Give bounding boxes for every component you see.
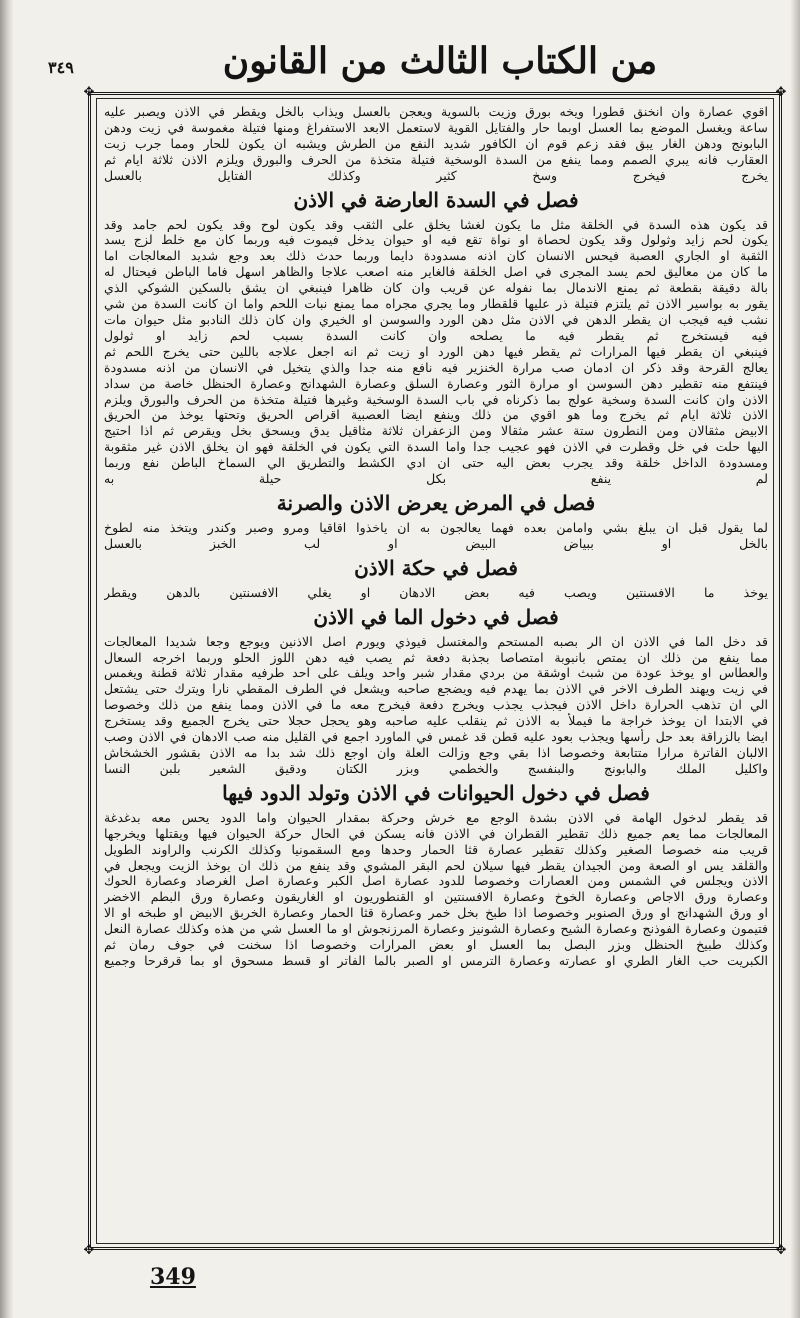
text-line: الاذن ويجلس في الشمس ومن العصارات وخصوصا للدود عصارة اصل الكبر وعصارة اصل الغرصاد وعصارة الحوك [104,873,768,889]
text-line: الاذن وان كانت السدة وسخية عولج بما ذكرناه في باب السدة الوسخية وغيرها فتيلة متخذة من الحرف والبورق ويلزم [104,391,768,407]
top-page-number: ٣٤٩ [48,58,74,77]
text-line: يكون لحم زايد وثولول وقد يكون لحصاة او نواة تقع فيه او حيوان يدخل فيموت فيه وربما كان مع خلط لزج يسد [104,232,768,248]
page-edge-shadow [0,0,14,1318]
text-line: ومسدودة الداخل خلقة وقد يجرب بعض اليه حتى ان ادي الكشط والتطريق الي السماخ الباطن نفع وربما [104,455,768,471]
text-section [104,780,768,969]
text-line: يعالج القرحة وقد ذكر ان ادمان صب مرارة الخنزير فيه نافع منه جدا والذي يتخيل في الانسان من اذنه مسدودة [104,359,768,375]
text-line: ايضا بالزراقة بعد حل رأسها ويجذب بعود عليه قطن قد غمس في الماورد اجمع في القليل منه صب الادهان في الاذن وصب [104,729,768,745]
text-line: فتيمون وعصارة الفوذنج وعصارة الشيح وعصارة الشونيز وعصارة المرزنجوش او ما العسل شي من هذه وكذلك عصارة النعل [104,921,768,937]
text-line: الاذن ثلاثة ايام ثم يخرج وما هو اقوي من ذلك وينفع ايضا العصبية اقراص الحريق وتحتها يوخذ من الحريق [104,407,768,423]
corner-ornament-icon: ✥ [775,1243,787,1258]
corner-ornament-icon: ✥ [83,1243,95,1258]
text-line: قريب منه خصوصا الصغير وكذلك تقطير عصارة قثا الحمار وحدها ومع السقمونيا وكذلك الكرنب والراوند الطويل [104,841,768,857]
text-line: او ورق الشهدانج او ورق الصنوبر وخصوصا اذا طبخ بخل خمر وعصارة قثا الحمار وعصارة الخربق الابيض او طبخه او الا [104,905,768,921]
text-section [104,490,768,552]
text-section [104,604,768,777]
running-title: من الكتاب الثالث من القانون [222,40,658,82]
text-line: الابيض مثقالان ومن النطرون ستة عشر مثقالا ومن الزعفران ثلاثة مثاقيل يدق ويسحق بخل ويقرص ثم اذا احتيج [104,423,768,439]
text-line: ما كان من معاليق لحم يسد المجرى في اصل الخلقة فالغاير منه اصعب علاجا والظاهر اسهل فاما الباطن فيحتال له [104,264,768,280]
text-line: الالبان الفاترة مرارا متتابعة وخصوصا اذا بقي وجع وزالت العلة وان اوجع ذلك شد بدا مه الاذن بقشور الخشخاش [104,745,768,760]
text-line: وعصارة ورق الاجاص وعصارة الخوخ وعصارة الافسنتين او القنطوريون او الغاريقون وعصارة ورق البطم الاخضر [104,889,768,905]
text-line: العقارب فانه يبري الصمم ومما ينفع من السدة الوسخية فتيلة متخذة من الحرف والبورق ويلزم الاذن ثلاثة ايام ثم [104,151,768,167]
text-line: ساعة ويغسل الموضع بما العسل اوبما حار والفتايل القوية لاستعمل الابعد الاستفراغ ومنها فتيلة مغموسة في زيت ودهن [104,119,768,135]
text-line: مما ينفع من ذلك ان يمتص بانبوبة امتصاصا بجذبة دفعة ثم يصب فيه دهن اللوز الحلو وربما اخرجه السعال [104,649,768,665]
text-line: وكذلك طبيخ الحنظل وبزر البصل بما العسل او بعض المرارات وخصوصا اذا سخنت في جوف رمان ثم [104,937,768,953]
text-line: الكبريت حب الغار الطري او عصارته وعصارة الترمس او الصبر بالما الفاتر او قسط مسحوق او بما قرقرحا وجميع [104,952,768,968]
text-line: فينتفع منه تقطير دهن السوسن او مرارة الثور وعصارة السلق وعصارة الشهدانج وعصارة الحنظل خاصة من سداد [104,375,768,391]
section-heading: فصل في المرض يعرض الاذن والصرنة [276,490,596,515]
text-body [104,104,768,1240]
text-line: قد يكون هذه السدة في الخلقة مثل ما يكون لغشا يخلق على الثقب وقد يكون لوح وقد يكون لحم جامد وقد [104,216,768,232]
corner-ornament-icon: ✥ [775,85,787,100]
text-line: لم ينفع بكل حيلة به [104,471,768,487]
text-section [104,555,768,601]
text-line: في الابتدا ان يوخذ خراجة ما فيملأ به الاذن ثم ينقلب عليه صاحبه وهو يحجل حجلا حتى يخرج الجميع وقد يستخرج [104,713,768,729]
text-section [104,104,768,184]
text-line: الي ان تذهب الحرارة داخل الاذن فيجذب يجذب ويخرج دفعة فيخرج معه ما في الاذن ومما ينفع من ذلك وخصوصا [104,697,768,713]
section-heading: فصل في دخول الما في الاذن [313,604,559,629]
page-edge-shadow-right [790,0,800,1318]
text-line: والعطاس او يوخذ عودة من شبث اوشقة من بردي مقدار شبر واحد ويلف على احد طرفيه مقدار ثلاثة قطنة ويغمس [104,665,768,681]
text-line: واكليل الملك والبابونج والبنفسج والخطمي وبزر الكتان ودقيق الشعير بلبن النسا [104,760,768,776]
section-heading: فصل في السدة العارضة في الاذن [293,187,579,212]
text-line: الثقبة او الجاري العصبة فيحس الانسان كان اذنه مسدودة دايما وربما حدث ذلك بعد وجع شديد المعالجات اما [104,248,768,264]
text-line: فيه فيستخرج ثم يقطر فيه ما يصلحه وان كانت السدة بسبب لحم زايد او ثولول [104,327,768,343]
text-line: فينبغي ان يقطر فيها المرارات ثم يقطر فيها دهن الورد او زيت ثم انه اجعل علاجه باللين حتى يخرج اللحم ثم [104,343,768,359]
text-line: بالخل او ببياض البيض او لب الخبز بالعسل [104,535,768,551]
section-heading: فصل في حكة الاذن [354,555,518,580]
text-line: المعالجات مما يعم جميع ذلك تقطير القطران في الاذن فانه يسكن في الحال حركة الحيوان فيها ويقتلها ويخرجها [104,825,768,841]
section-heading: فصل في دخول الحيوانات في الاذن وتولد الدود فيها [222,780,650,805]
text-line: اليها حلت في خل وقطرت في الاذن فهو عجيب جدا واما السدة التي يكون في الخلقة فهو ان يخلق الاذن غير مثقوبة [104,439,768,455]
text-line: والقلقد يس او الصعة ومن الجيدان يقطر فيها سيلان لحم البقر المشوي وقد ينفع من ذلك ان يوخذ الزيت ويجعل في [104,857,768,873]
text-line: قد يقطر لدخول الهامة في الاذن بشدة الوجع مع خرش وحركة بمقدار الحيوان واما الدود يحس معه بدغدغة [104,809,768,825]
text-line: اقوي عصارة وان انخنق قطورا ويخه بورق وزيت بالسوية ويعجن بالعسل ويذاب بالخل ويقطر في الاذن ويصبر عليه [104,104,768,119]
text-line: قد دخل الما في الاذن ان الر بصبه المستحم والمغتسل فيوذي ويورم اصل الاذنين ويوجع وجعا شديدا المعالجات [104,633,768,649]
text-line: نشب فيه فيجب ان يقطر الدهن في الاذن مثل دهن الورد والسوسن او الخيري وان كان ذلك النادبو مثل حيوان مات [104,311,768,327]
text-line: بالة دقيقة بقطعة ثم يمنع الاندمال بما نفوله عن قريب وان كان ظاهرا فينبغي ان يشق بالسكين الشوكي الذي [104,280,768,296]
text-line: يقور به بواسير الاذن ثم يلتزم فتيلة ذر عليها قلقطار وما يجري مجراه مما يمنع نبات اللحم واما ان كانت السدة من شي [104,296,768,312]
text-line: البابونج ودهن الغار يبق فقد زعم قوم ان الكافور شديد النفع من الطرش ويشبه ان يكون للحار ومما جرب زبت [104,135,768,151]
text-line: يخرج فيخرج وسخ كثير وكذلك الفتايل بالعسل [104,167,768,183]
corner-ornament-icon: ✥ [83,85,95,100]
text-section [104,187,768,487]
text-line: في زيت ويهند الطرف الاخر في الاذن بما يهدم فيه ويضجع صاحبه ويشعل في الطرف المقطي نارا ويترك حتى يشتعل [104,681,768,697]
bottom-page-number: 349 [150,1264,196,1290]
text-line: يوخذ ما الافسنتين ويصب فيه بعض الادهان او يغلي الافسنتين بالدهن ويقطر [104,584,768,600]
text-line: لما يقول قبل ان يبلغ بشي وامامن بعده فهما يعالجون به ان ياخذوا اقاقيا ومرو وصبر وكندر ويتخذ منه لطوخ [104,519,768,535]
